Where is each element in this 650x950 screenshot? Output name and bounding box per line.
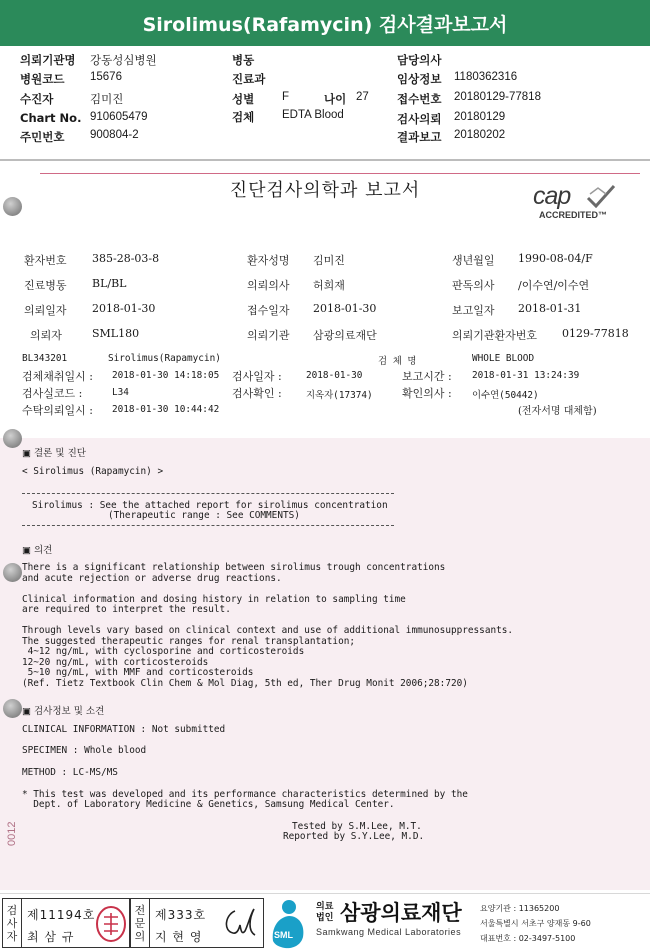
value-hospital-code: 15676 [90, 71, 122, 83]
red-seal-stamp-icon [95, 905, 127, 943]
opinion-line: (Ref. Tietz Textbook Clin Chem & Mol Diag, 5th ed, Ther Drug Monit 2006;28:720) [22, 677, 468, 689]
label-specimen: 검체 [232, 110, 255, 124]
result-line-2: (Therapeutic range : See COMMENTS) [108, 510, 300, 521]
consign-value: 2018-01-30 10:44:42 [112, 404, 220, 415]
lab-code-label: 검사실코드 : [22, 387, 83, 400]
value-specimen: EDTA Blood [282, 109, 344, 121]
patient-field-value: BL/BL [92, 277, 127, 290]
section-method-heading: ▣ 검사정보 및 소견 [22, 706, 105, 717]
punch-hole-icon [3, 563, 22, 582]
lab-code-value: L34 [112, 387, 129, 398]
cap-accredited-text: ACCREDITED™ [539, 210, 608, 220]
patient-field-value: 2018-01-30 [92, 302, 156, 315]
value-receipt-no: 20180129-77818 [454, 91, 541, 103]
scanned-report [0, 170, 650, 890]
dashed-divider [22, 525, 394, 526]
patient-field-label: 의뢰기관 [247, 329, 290, 342]
development-note-2: Dept. of Laboratory Medicine & Genetics, Samsung Medical Center. [22, 799, 395, 810]
patient-field-value: /이수연/이수연 [518, 279, 590, 292]
cap-check-icon [586, 184, 616, 208]
value-institution: 강동성심병원 [90, 55, 157, 67]
info-code: 요양기관 : 11365200 [480, 904, 560, 913]
specimen-info: SPECIMEN : Whole blood [22, 745, 147, 756]
patient-field-value: 삼광의료재단 [313, 329, 377, 342]
result-line-1: Sirolimus : See the attached report for sirolimus concentration [32, 500, 388, 511]
top-red-line [40, 173, 640, 174]
test-date-label: 검사일자 : [232, 370, 282, 383]
confirm-label: 검사확인 : [232, 387, 282, 400]
value-request-date: 20180129 [454, 111, 506, 123]
patient-field-value: 1990-08-04/F [518, 252, 593, 265]
verify-label: 확인의사 : [402, 387, 452, 400]
label-hospital-code: 병원코드 [20, 72, 65, 86]
section-opinion-heading: ▣ 의견 [22, 545, 53, 556]
opinion-line: Clinical information and dosing history in relation to sampling time [22, 593, 406, 605]
patient-field-value: 385-28-03-8 [92, 252, 160, 265]
consign-label: 수탁의뢰일시 : [22, 404, 93, 417]
specimen-label: 검 체 명 [378, 356, 417, 367]
collect-label: 검체채취일시 : [22, 370, 93, 383]
patient-field-value: 0129-77818 [562, 327, 629, 340]
brand-prefix-2: 법인 [316, 913, 334, 923]
value-report-date: 20180202 [454, 129, 506, 141]
specimen-value: WHOLE BLOOD [472, 353, 535, 364]
confirm-value: 지옥자(17374) [306, 390, 373, 401]
test-code: BL343201 [22, 353, 68, 364]
label-request-date: 검사의뢰 [397, 112, 442, 126]
patient-field-label: 접수일자 [247, 304, 290, 317]
lab-report-title: 진단검사의학과 보고서 [229, 180, 421, 201]
sml-logo-icon [267, 897, 309, 949]
dashed-divider [22, 493, 394, 494]
opinion-text [22, 563, 513, 689]
opinion-line: 12~20 ng/mL, with corticosteroids [22, 656, 209, 668]
patient-field-label: 환자성명 [247, 254, 290, 267]
header-info [0, 50, 650, 158]
examiner-name: 최 삼 규 [27, 930, 75, 944]
label-doctor: 담당의사 [397, 53, 442, 67]
collect-value: 2018-01-30 14:18:05 [112, 370, 220, 381]
reviewer-license-no: 제333호 [155, 908, 207, 922]
opinion-line: Through levels vary based on clinical context and use of additional immunosuppressants. [22, 625, 514, 636]
label-resident-no: 주민번호 [20, 130, 65, 144]
development-note-1: * This test was developed and its performance characteristics determined by the [22, 789, 468, 800]
opinion-line: 4~12 ng/mL, with cyclosporine and corticosteroids [22, 646, 305, 657]
value-resident-no: 900804-2 [90, 129, 139, 141]
patient-field-label: 보고일자 [452, 304, 495, 317]
patient-field-label: 진료병동 [24, 279, 67, 292]
value-age: 27 [356, 91, 369, 103]
label-chart-no: Chart No. [20, 111, 82, 125]
patient-field-label: 판독의사 [452, 279, 495, 292]
brand-english: Samkwang Medical Laboratories [316, 927, 462, 937]
patient-field-value: 2018-01-30 [313, 302, 377, 315]
reported-by: Reported by S.Y.Lee, M.D. [283, 831, 425, 842]
opinion-line [22, 584, 513, 595]
brand-prefix-1: 의료 [316, 902, 334, 912]
patient-field-label: 의뢰기관환자번호 [452, 329, 538, 342]
label-patient: 수진자 [20, 92, 54, 106]
reviewer-box [130, 898, 264, 948]
examiner-box [2, 898, 130, 948]
test-date-value: 2018-01-30 [306, 370, 363, 381]
punch-hole-icon [3, 699, 22, 718]
patient-field-label: 의뢰자 [30, 329, 62, 342]
label-clinical-info: 임상정보 [397, 72, 442, 86]
opinion-line: and acute rejection or adverse drug reactions. [22, 572, 282, 584]
section-result-heading: ▣ 결론 및 진단 [22, 448, 86, 459]
box-separator [21, 899, 22, 947]
result-item: < Sirolimus (Rapamycin) > [22, 466, 164, 477]
report-time-label: 보고시간 : [402, 370, 452, 383]
label-receipt-no: 접수번호 [397, 92, 442, 106]
info-phone: 대표번호 : 02-3497-5100 [480, 934, 576, 943]
examiner-label: 검사자 [6, 904, 18, 943]
clinical-info: CLINICAL INFORMATION : Not submitted [22, 724, 226, 735]
label-report-date: 결과보고 [397, 130, 442, 144]
verify-value: 이수연(50442) [472, 390, 539, 401]
label-sex: 성별 [232, 92, 255, 106]
value-chart-no: 910605479 [90, 111, 148, 123]
reviewer-label: 전문의 [134, 904, 146, 943]
patient-field-value: 김미진 [313, 254, 345, 267]
footer [0, 893, 650, 950]
patient-field-label: 환자번호 [24, 254, 67, 267]
examiner-license-no: 제11194호 [27, 908, 96, 922]
opinion-line: 5~10 ng/mL, with MMF and corticosteroids [22, 667, 254, 678]
patient-field-value: 2018-01-31 [518, 302, 582, 315]
label-age: 나이 [324, 92, 347, 106]
label-institution: 의뢰기관명 [20, 53, 76, 67]
margin-page-code: 0012 [6, 821, 18, 846]
box-separator [149, 899, 150, 947]
method-info: METHOD : LC-MS/MS [22, 767, 118, 778]
patient-field-label: 의뢰의사 [247, 279, 290, 292]
patient-field-label: 의뢰일자 [24, 304, 67, 317]
label-department: 진료과 [232, 72, 266, 86]
opinion-line: are required to interpret the result. [22, 604, 231, 615]
test-name: Sirolimus(Rapamycin) [108, 353, 221, 364]
info-address: 서울특별시 서초구 양재동 9-60 [480, 919, 591, 928]
cap-accredited-logo [533, 182, 623, 222]
sml-logo-text: SML [274, 930, 293, 940]
punch-hole-icon [3, 429, 22, 448]
value-patient: 김미진 [90, 94, 124, 106]
opinion-line: The suggested therapeutic ranges for renal transplantation; [22, 635, 356, 647]
label-ward: 병동 [232, 53, 255, 67]
tested-by: Tested by S.M.Lee, M.T. [292, 821, 422, 832]
esign-note: (전자서명 대체함) [518, 406, 597, 417]
report-title: Sirolimus(Rafamycin) 검사결과보고서 [0, 0, 650, 46]
cap-logo-text: cap [533, 182, 571, 210]
reviewer-name: 지 현 영 [155, 930, 203, 944]
signature-icon [221, 905, 259, 941]
value-sex: F [282, 91, 290, 103]
opinion-line: There is a significant relationship between sirolimus trough concentrations [22, 562, 446, 573]
patient-field-label: 생년월일 [452, 254, 495, 267]
value-clinical-info: 1180362316 [454, 71, 518, 83]
patient-field-value: SML180 [92, 327, 140, 340]
report-time-value: 2018-01-31 13:24:39 [472, 370, 580, 381]
patient-field-value: 허희재 [313, 279, 345, 292]
brand-name: 삼광의료재단 [340, 901, 462, 925]
header-divider [0, 159, 650, 161]
